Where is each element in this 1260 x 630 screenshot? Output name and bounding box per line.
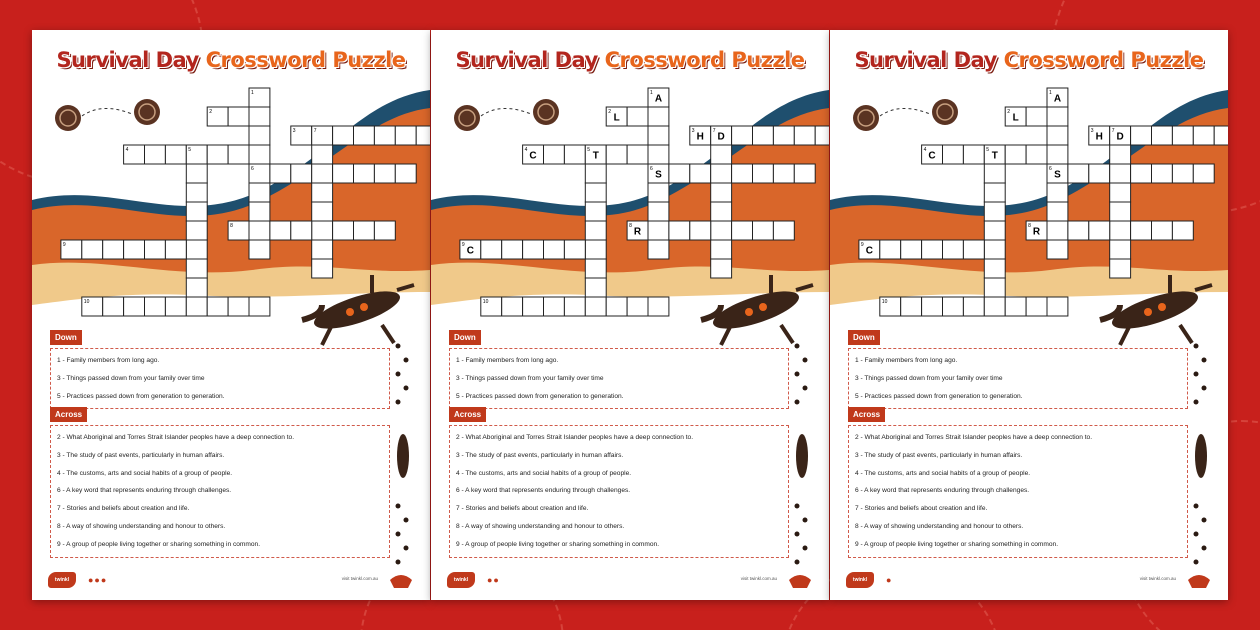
clue-number: 8 [230,223,233,229]
grid-cell[interactable] [312,259,333,278]
grid-cell[interactable] [207,297,228,316]
clue-number: 6 [650,166,653,172]
grid-cell[interactable] [354,221,375,240]
clue-down-3: 3 - Things passed down from your family over time [855,374,1003,382]
grid-cell[interactable] [1047,107,1068,126]
grid-cell[interactable] [395,126,416,145]
grid-cell[interactable] [395,164,416,183]
twinkl-logo: twinkl [447,572,475,588]
grid-letter: D [717,131,725,143]
grid-cell[interactable] [502,297,523,316]
grid-cell[interactable] [773,221,794,240]
grid-cell[interactable] [1089,221,1110,240]
grid-cell[interactable] [186,259,207,278]
grid-cell[interactable] [1047,202,1068,221]
grid-cell[interactable] [901,297,922,316]
grid-cell[interactable] [1047,145,1068,164]
grid-cell[interactable] [753,164,774,183]
grid-cell[interactable] [186,278,207,297]
grid-cell[interactable] [1214,126,1228,145]
clue-number: 8 [1028,223,1031,229]
grid-cell[interactable] [416,126,430,145]
grid-cell[interactable] [585,259,606,278]
grid-cell[interactable] [984,259,1005,278]
grid-cell[interactable] [585,183,606,202]
grid-cell[interactable] [333,164,354,183]
grid-cell[interactable] [564,145,585,164]
clue-number: 6 [251,166,254,172]
twinkl-badge-icon [388,570,414,590]
grid-cell[interactable] [333,126,354,145]
clue-number: 1 [251,90,254,96]
grid-cell[interactable] [1131,221,1152,240]
clue-number: 5 [188,147,192,153]
grid-cell[interactable] [1110,259,1131,278]
grid-cell[interactable] [585,297,606,316]
clue-across-2: 2 - What Aboriginal and Torres Strait Islander peoples have a deep connection to. [456,434,694,441]
grid-cell[interactable] [984,164,1005,183]
grid-cell[interactable] [585,240,606,259]
grid-cell[interactable] [711,259,732,278]
grid-cell[interactable] [124,297,145,316]
clue-across-9: 9 - A group of people living together or sharing something in common. [855,540,1059,548]
grid-cell[interactable] [1172,164,1193,183]
clue-number: 7 [712,128,716,134]
grid-cell[interactable] [648,126,669,145]
grid-cell[interactable] [1026,107,1047,126]
down-clues [50,327,390,409]
grid-letter: S [1054,169,1061,181]
grid-cell[interactable] [544,240,565,259]
clue-across-2: 2 - What Aboriginal and Torres Strait Islander peoples have a deep connection to. [57,434,295,441]
grid-cell[interactable] [312,240,333,259]
grid-cell[interactable] [1152,164,1173,183]
grid-letter: T [991,150,998,162]
worksheet-1 [32,30,430,600]
grid-cell[interactable] [1026,297,1047,316]
clue-down-5: 5 - Practices passed down from generation to generation. [855,392,1023,400]
grid-cell[interactable] [564,297,585,316]
title-part-2: Crossword Puzzle [205,48,406,72]
clue-across-6: 6 - A key word that represents enduring through challenges. [855,487,1030,495]
grid-cell[interactable] [374,126,395,145]
grid-letter: R [633,226,642,238]
clue-number: 1 [1049,90,1052,96]
grid-cell[interactable] [648,221,669,240]
clue-down-1: 1 - Family members from long ago. [57,357,160,364]
grid-cell[interactable] [249,297,270,316]
grid-cell[interactable] [732,126,753,145]
grid-cell[interactable] [963,145,984,164]
grid-cell[interactable] [374,221,395,240]
clue-down-3: 3 - Things passed down from your family over time [57,374,205,382]
grid-cell[interactable] [523,240,544,259]
clue-across-7: 7 - Stories and beliefs about creation and life. [855,505,988,513]
grid-cell[interactable] [1047,297,1068,316]
grid-cell[interactable] [1047,126,1068,145]
clue-number: 10 [83,299,90,305]
grid-cell[interactable] [186,297,207,316]
clue-across-7: 7 - Stories and beliefs about creation and life. [456,505,589,513]
grid-cell[interactable] [124,240,145,259]
grid-cell[interactable] [312,202,333,221]
grid-cell[interactable] [585,278,606,297]
grid-cell[interactable] [585,164,606,183]
grid-cell[interactable] [249,107,270,126]
grid-cell[interactable] [165,297,186,316]
grid-cell[interactable] [773,126,794,145]
clue-number: 10 [482,299,489,305]
grid-cell[interactable] [922,297,943,316]
grid-cell[interactable] [186,183,207,202]
footprints-decoration [787,336,817,576]
clue-across-6: 6 - A key word that represents enduring through challenges. [57,487,232,495]
down-header: Down [848,330,880,345]
title-part-1: Survival Day [455,48,598,72]
grid-cell[interactable] [374,164,395,183]
across-header: Across [449,407,486,422]
grid-letter: C [865,245,873,257]
grid-letter: D [1116,131,1124,143]
down-header: Down [50,330,82,345]
grid-cell[interactable] [606,145,627,164]
grid-cell[interactable] [544,297,565,316]
grid-cell[interactable] [963,297,984,316]
clue-down-5: 5 - Practices passed down from generation to generation. [57,392,225,400]
grid-cell[interactable] [711,221,732,240]
grid-cell[interactable] [943,145,964,164]
grid-cell[interactable] [270,164,291,183]
clue-across-7: 7 - Stories and beliefs about creation and life. [57,505,190,513]
grid-cell[interactable] [249,183,270,202]
clue-number: 2 [608,109,611,115]
twinkl-badge-icon [787,570,813,590]
grid-cell[interactable] [249,202,270,221]
difficulty-dots: ●● [487,575,500,585]
grid-cell[interactable] [1131,126,1152,145]
grid-cell[interactable] [333,221,354,240]
grid-cell[interactable] [1152,221,1173,240]
clue-number: 2 [1007,109,1010,115]
grid-cell[interactable] [984,183,1005,202]
grid-cell[interactable] [1005,297,1026,316]
clue-number: 6 [1049,166,1052,172]
clue-across-2: 2 - What Aboriginal and Torres Strait Islander peoples have a deep connection to. [855,434,1093,441]
grid-cell[interactable] [648,297,669,316]
grid-cell[interactable] [648,107,669,126]
grid-cell[interactable] [1047,240,1068,259]
clue-across-3: 3 - The study of past events, particularly in human affairs. [57,451,225,459]
worksheet-2 [431,30,829,600]
grid-cell[interactable] [186,221,207,240]
clue-across-3: 3 - The study of past events, particularly in human affairs. [456,451,624,459]
footprints-decoration [1186,336,1216,576]
grid-cell[interactable] [732,221,753,240]
grid-letter: L [1012,112,1019,124]
grid-cell[interactable] [732,164,753,183]
grid-cell[interactable] [1110,202,1131,221]
grid-cell[interactable] [564,240,585,259]
grid-cell[interactable] [669,164,690,183]
grid-cell[interactable] [984,297,1005,316]
clue-number: 4 [524,147,528,153]
grid-cell[interactable] [228,107,249,126]
grid-cell[interactable] [354,164,375,183]
clue-number: 3 [1090,128,1094,134]
twinkl-badge-icon [1186,570,1212,590]
down-clues [449,327,789,409]
grid-cell[interactable] [103,240,124,259]
grid-cell[interactable] [1047,221,1068,240]
grid-cell[interactable] [544,145,565,164]
grid-letter: A [654,93,663,105]
grid-cell[interactable] [943,240,964,259]
grid-cell[interactable] [648,240,669,259]
grid-cell[interactable] [794,164,815,183]
grid-cell[interactable] [186,202,207,221]
down-clues [848,327,1188,409]
clue-number: 4 [923,147,927,153]
grid-cell[interactable] [606,297,627,316]
footer [447,570,813,590]
clue-number: 5 [986,147,990,153]
grid-cell[interactable] [312,164,333,183]
grid-cell[interactable] [773,164,794,183]
clue-number: 5 [587,147,591,153]
grid-cell[interactable] [1110,183,1131,202]
clue-number: 2 [209,109,212,115]
grid-cell[interactable] [249,126,270,145]
clue-down-3: 3 - Things passed down from your family over time [456,374,604,382]
grid-letter: R [1032,226,1041,238]
across-header: Across [848,407,885,422]
grid-cell[interactable] [1172,126,1193,145]
grid-cell[interactable] [1193,126,1214,145]
footer-text: visit twinkl.com.au [740,576,777,581]
twinkl-logo: twinkl [846,572,874,588]
clue-number: 9 [62,242,66,248]
grid-letter: T [592,150,599,162]
grid-cell[interactable] [1152,126,1173,145]
footer-text: visit twinkl.com.au [1139,576,1176,581]
clue-down-1: 1 - Family members from long ago. [456,357,559,364]
grid-cell[interactable] [145,240,166,259]
grid-cell[interactable] [984,221,1005,240]
clue-number: 3 [292,128,296,134]
clue-across-9: 9 - A group of people living together or sharing something in common. [456,540,660,548]
grid-letter: C [466,245,474,257]
grid-cell[interactable] [1172,221,1193,240]
grid-cell[interactable] [1026,145,1047,164]
grid-cell[interactable] [186,164,207,183]
grid-cell[interactable] [711,202,732,221]
clue-across-3: 3 - The study of past events, particularly in human affairs. [855,451,1023,459]
across-header: Across [50,407,87,422]
worksheet-3 [830,30,1228,600]
grid-cell[interactable] [1047,183,1068,202]
clue-number: 7 [313,128,317,134]
title-part-2: Crossword Puzzle [1003,48,1204,72]
clue-number: 1 [650,90,653,96]
grid-cell[interactable] [690,164,711,183]
clue-across-4: 4 - The customs, arts and social habits of a group of people. [57,469,233,477]
grid-cell[interactable] [585,221,606,240]
grid-cell[interactable] [249,145,270,164]
grid-cell[interactable] [711,145,732,164]
grid-cell[interactable] [753,126,774,145]
clue-number: 9 [461,242,465,248]
difficulty-dots: ●●● [88,575,108,585]
grid-cell[interactable] [1068,221,1089,240]
clue-number: 4 [125,147,129,153]
clue-number: 9 [860,242,864,248]
grid-cell[interactable] [753,221,774,240]
grid-cell[interactable] [627,297,648,316]
grid-cell[interactable] [523,297,544,316]
clue-across-8: 8 - A way of showing understanding and honour to others. [57,522,226,530]
grid-cell[interactable] [711,183,732,202]
grid-cell[interactable] [207,145,228,164]
grid-cell[interactable] [690,221,711,240]
grid-cell[interactable] [627,107,648,126]
footprints-decoration [388,336,418,576]
across-clues [848,404,1188,558]
crossword-grid [830,30,1228,330]
crossword-grid [431,30,829,330]
grid-cell[interactable] [963,240,984,259]
clue-across-6: 6 - A key word that represents enduring through challenges. [456,487,631,495]
grid-letter: A [1053,93,1062,105]
footer [846,570,1212,590]
clue-number: 10 [881,299,888,305]
grid-cell[interactable] [186,240,207,259]
grid-cell[interactable] [648,145,669,164]
grid-cell[interactable] [922,240,943,259]
grid-cell[interactable] [249,221,270,240]
grid-cell[interactable] [1110,221,1131,240]
grid-cell[interactable] [481,240,502,259]
grid-cell[interactable] [943,297,964,316]
grid-cell[interactable] [502,240,523,259]
grid-cell[interactable] [880,240,901,259]
grid-cell[interactable] [291,221,312,240]
grid-cell[interactable] [291,164,312,183]
grid-cell[interactable] [1110,240,1131,259]
clue-down-1: 1 - Family members from long ago. [855,357,958,364]
grid-letter: L [613,112,620,124]
grid-cell[interactable] [103,297,124,316]
clue-across-9: 9 - A group of people living together or sharing something in common. [57,540,261,548]
grid-cell[interactable] [228,145,249,164]
grid-cell[interactable] [228,297,249,316]
twinkl-logo: twinkl [48,572,76,588]
grid-cell[interactable] [669,221,690,240]
clue-number: 7 [1111,128,1115,134]
grid-letter: C [529,150,537,162]
across-clues [449,404,789,558]
grid-cell[interactable] [1131,164,1152,183]
grid-cell[interactable] [270,221,291,240]
title-part-1: Survival Day [854,48,997,72]
grid-cell[interactable] [711,240,732,259]
clue-number: 8 [629,223,632,229]
clue-across-8: 8 - A way of showing understanding and honour to others. [456,522,625,530]
grid-letter: C [928,150,936,162]
clue-across-8: 8 - A way of showing understanding and honour to others. [855,522,1024,530]
clue-across-4: 4 - The customs, arts and social habits of a group of people. [855,469,1031,477]
across-clues [50,404,390,558]
grid-cell[interactable] [312,221,333,240]
grid-letter: S [655,169,662,181]
grid-cell[interactable] [1110,164,1131,183]
grid-cell[interactable] [711,164,732,183]
title-part-1: Survival Day [56,48,199,72]
grid-cell[interactable] [1005,145,1026,164]
crossword-grid [32,30,430,330]
footer [48,570,414,590]
footer-text: visit twinkl.com.au [341,576,378,581]
grid-cell[interactable] [648,202,669,221]
grid-cell[interactable] [1110,145,1131,164]
grid-cell[interactable] [984,278,1005,297]
grid-cell[interactable] [249,240,270,259]
grid-cell[interactable] [312,145,333,164]
grid-cell[interactable] [1193,164,1214,183]
grid-cell[interactable] [794,126,815,145]
grid-cell[interactable] [627,145,648,164]
grid-letter: H [696,131,704,143]
grid-cell[interactable] [901,240,922,259]
grid-cell[interactable] [82,240,103,259]
grid-cell[interactable] [165,145,186,164]
clue-down-5: 5 - Practices passed down from generation to generation. [456,392,624,400]
grid-cell[interactable] [312,183,333,202]
clue-across-4: 4 - The customs, arts and social habits of a group of people. [456,469,632,477]
grid-letter: H [1095,131,1103,143]
grid-cell[interactable] [648,183,669,202]
title-part-2: Crossword Puzzle [604,48,805,72]
grid-cell[interactable] [984,202,1005,221]
grid-cell[interactable] [1089,164,1110,183]
grid-cell[interactable] [1068,164,1089,183]
grid-cell[interactable] [585,202,606,221]
grid-cell[interactable] [165,240,186,259]
grid-cell[interactable] [815,126,829,145]
down-header: Down [449,330,481,345]
clue-number: 3 [691,128,695,134]
grid-cell[interactable] [984,240,1005,259]
difficulty-dots: ● [886,575,893,585]
grid-cell[interactable] [145,145,166,164]
grid-cell[interactable] [354,126,375,145]
grid-cell[interactable] [145,297,166,316]
